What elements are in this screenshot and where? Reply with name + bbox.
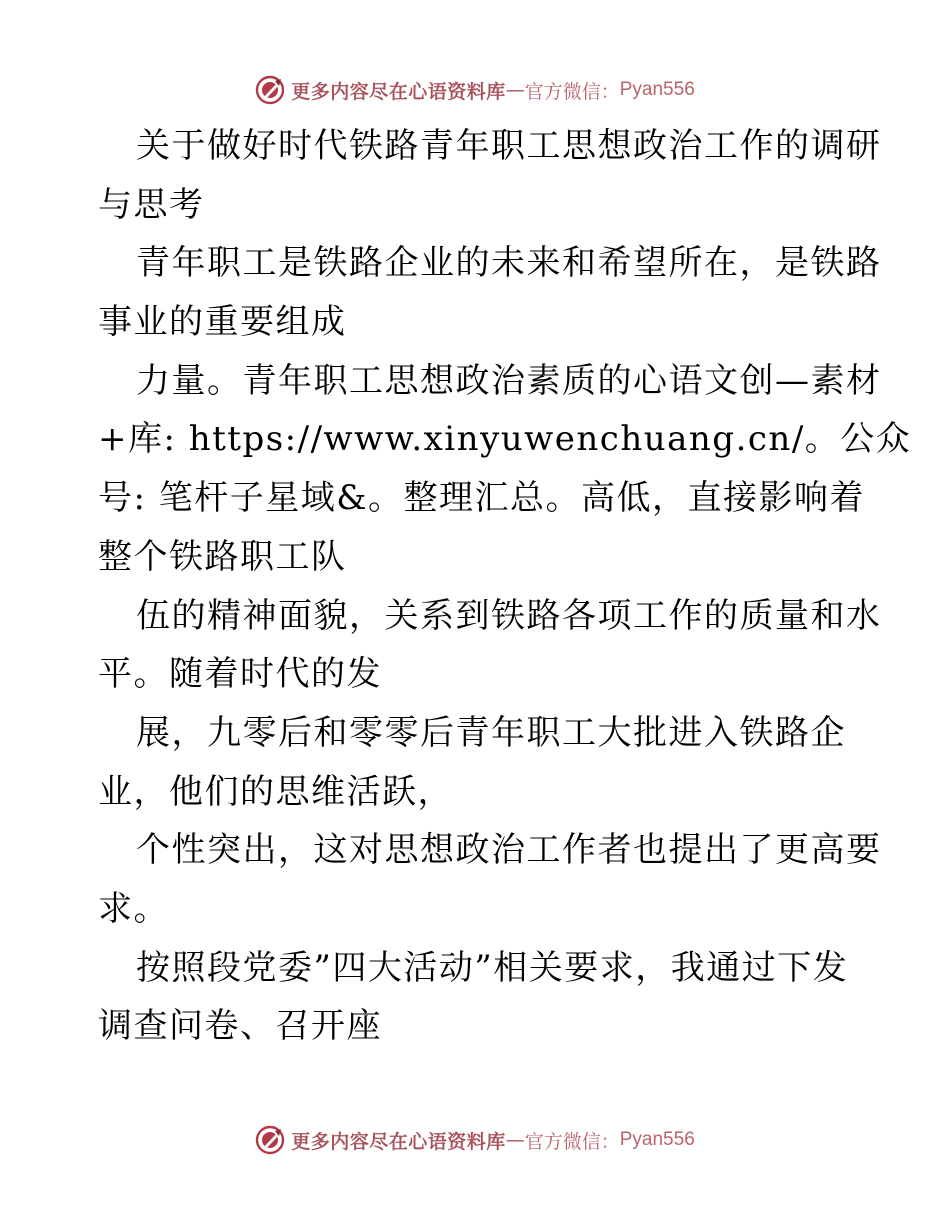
doc-paragraph-line: 展，九零后和零零后青年职工大批进入铁路企 — [136, 712, 846, 753]
doc-paragraph-line: 平。随着时代的发 — [98, 654, 382, 695]
doc-paragraph-line: 力量。青年职工思想政治素质的心语文创—素材 — [136, 360, 882, 401]
footer-banner — [0, 1120, 950, 1160]
doc-paragraph-line: 号: 笔杆子星域&。整理汇总。高低，直接影响着 — [98, 478, 866, 519]
doc-paragraph-line: 按照段党委”四大活动”相关要求，我通过下发 — [136, 947, 849, 988]
doc-paragraph-line: 求。 — [98, 888, 169, 929]
banner-wechat-id: Pyan556 — [619, 1129, 695, 1150]
banner-separator: — — [505, 79, 525, 101]
doc-paragraph-line: 青年职工是铁路企业的未来和希望所在，是铁路 — [136, 243, 882, 284]
banner-wechat-label: 官方微信： — [524, 1130, 620, 1153]
banner-slogan: 更多内容尽在心语资料库 — [291, 80, 506, 103]
quill-logo-icon — [255, 1125, 285, 1155]
doc-paragraph-line: +库: https://www.xinyuwenchuang.cn/。公众 — [98, 419, 912, 460]
doc-paragraph-line: 整个铁路职工队 — [98, 536, 347, 577]
doc-paragraph-line: 业，他们的思维活跃， — [98, 771, 453, 812]
header-banner — [0, 70, 950, 110]
doc-paragraph-line: 调查问卷、召开座 — [98, 1006, 382, 1047]
banner-slogan: 更多内容尽在心语资料库 — [291, 1130, 506, 1153]
doc-paragraph-line: 事业的重要组成 — [98, 302, 347, 343]
quill-logo-icon — [255, 75, 285, 105]
doc-paragraph-line: 伍的精神面貌，关系到铁路各项工作的质量和水 — [136, 595, 882, 636]
document-body — [98, 117, 912, 1056]
doc-title-line-1: 关于做好时代铁路青年职工思想政治工作的调研 — [136, 126, 882, 166]
banner-wechat-id: Pyan556 — [619, 79, 695, 100]
banner-wechat-label: 官方微信： — [524, 80, 620, 103]
doc-paragraph-line: 个性突出，这对思想政治工作者也提出了更高要 — [136, 830, 882, 871]
doc-title-line-2: 与思考 — [98, 184, 205, 225]
banner-separator: — — [505, 1129, 525, 1151]
